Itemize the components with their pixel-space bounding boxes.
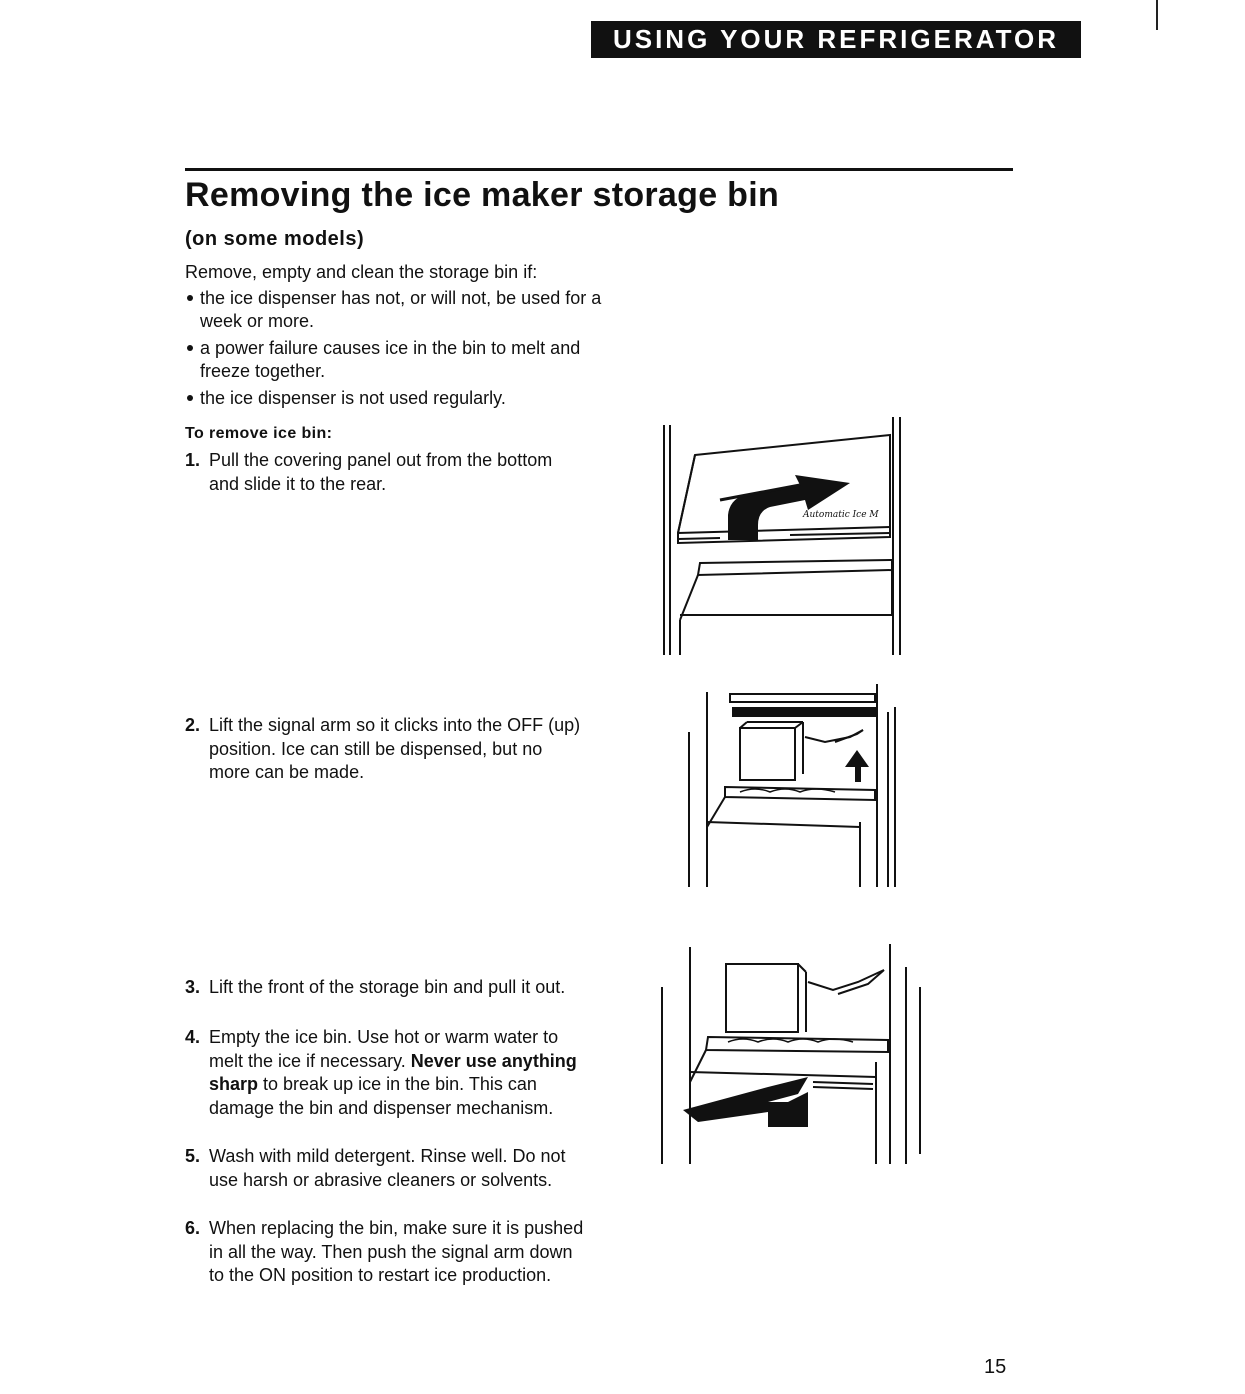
- step-text: When replacing the bin, make sure it is pushed in all the way. Then push the signal arm down to the ON position to restart ice production.: [209, 1218, 584, 1285]
- step-5: [185, 1145, 585, 1192]
- step-number: 2.: [185, 715, 201, 735]
- warning-text: Never use anything sharp: [209, 1050, 577, 1094]
- page-subtitle: (on some models): [185, 228, 365, 250]
- step-text-part: Empty the ice bin. Use hot or warm water to melt the ice if necessary.: [209, 1027, 559, 1071]
- list-item: a power failure causes ice in the bin to melt and freeze together.: [185, 337, 605, 384]
- covering-panel-illustration: [660, 415, 910, 660]
- page-number: 15: [984, 1356, 1007, 1378]
- section-header: USING YOUR REFRIGERATOR: [591, 21, 1081, 58]
- remove-bin-illustration: [658, 942, 928, 1167]
- step-2: [185, 714, 585, 785]
- intro-section: [185, 261, 605, 413]
- intro-text: Remove, empty and clean the storage bin if:: [185, 262, 538, 282]
- condition-list: [185, 287, 605, 411]
- list-item: the ice dispenser is not used regularly.: [185, 387, 605, 411]
- list-item: the ice dispenser has not, or will not, be used for a week or more.: [185, 287, 605, 334]
- step-1: [185, 449, 585, 496]
- page-title: Removing the ice maker storage bin: [185, 176, 780, 214]
- step-6: [185, 1217, 585, 1288]
- step-number: 6.: [185, 1218, 201, 1238]
- panel-label: Automatic Ice M: [803, 510, 879, 520]
- step-text: Lift the front of the storage bin and pull it out.: [209, 977, 566, 997]
- step-number: 3.: [185, 977, 201, 997]
- step-text-part: to break up ice in the bin. This can damage the bin and dispenser mechanism.: [209, 1074, 554, 1118]
- step-3: [185, 976, 585, 1000]
- step-text: Wash with mild detergent. Rinse well. Do not use harsh or abrasive cleaners or solvents.: [209, 1146, 566, 1190]
- step-text: Pull the covering panel out from the bottom and slide it to the rear.: [209, 450, 553, 494]
- step-number: 5.: [185, 1146, 201, 1166]
- corner-crop-mark: [1156, 0, 1158, 30]
- step-number: 4.: [185, 1027, 201, 1047]
- steps-heading: To remove ice bin:: [185, 425, 333, 442]
- step-4: [185, 1026, 585, 1120]
- step-text: [209, 1026, 585, 1120]
- step-text: Lift the signal arm so it clicks into the OFF (up) position. Ice can still be dispensed, but no more can be made.: [209, 715, 581, 782]
- step-number: 1.: [185, 450, 201, 470]
- signal-arm-illustration: [685, 682, 910, 892]
- title-rule: [185, 168, 1013, 171]
